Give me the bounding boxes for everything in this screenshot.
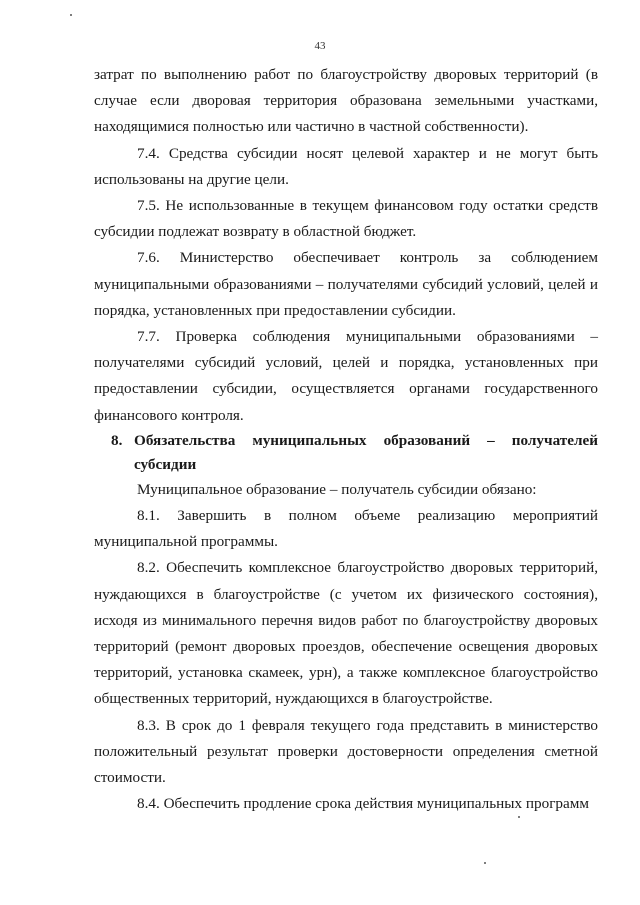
paragraph-7-5: 7.5. Не использованные в текущем финансовом году остатки средств субсидии подлежат возврату в областной бюджет.	[94, 197, 598, 241]
paragraph-continuation: затрат по выполнению работ по благоустройству дворовых территорий (в случае если дворовая территория образована земельными участками, находящимися полностью или частично в частной собственности).	[94, 66, 598, 136]
section-title: Обязательства муниципальных образований – получателей субсидии	[134, 431, 598, 473]
section-intro: Муниципальное образование – получатель субсидии обязано:	[137, 480, 537, 498]
paragraph-7-4: 7.4. Средства субсидии носят целевой характер и не могут быть использованы на другие цели.	[94, 144, 598, 188]
paragraph-8-1: 8.1. Завершить в полном объеме реализацию мероприятий муниципальной программы.	[94, 507, 598, 551]
document-body	[94, 62, 598, 817]
section-number: 8.	[111, 431, 123, 449]
section-heading	[94, 429, 598, 477]
scan-speck	[70, 14, 72, 16]
paragraph-7-6: 7.6. Министерство обеспечивает контроль за соблюдением муниципальными образованиями – получателями субсидий условий, целей и порядка, установленных при предоставлении субсидии.	[94, 249, 598, 319]
scan-speck	[518, 816, 520, 818]
scan-speck	[484, 862, 486, 864]
paragraph-8-3: 8.3. В срок до 1 февраля текущего года представить в министерство положительный результат проверки достоверности определения сметной стоимости.	[94, 716, 598, 787]
page-number: 43	[314, 40, 326, 52]
paragraph-7-7: 7.7. Проверка соблюдения муниципальными образованиями – получателями субсидий условий, целей и порядка, установленных при предоставлении субсидии, осуществляется органами государственного финансового контроля.	[94, 328, 598, 424]
paragraph-8-2: 8.2. Обеспечить комплексное благоустройство дворовых территорий, нуждающихся в благоустройстве (с учетом их физического состояния), исходя из минимального перечня видов работ по благоустройству дворовых территорий (ремонт дворовых проездов, обеспечение освещения дворовых территорий, установка скамеек, урн), а также комплексное благоустройство общественных территорий, нуждающихся в благоустройстве.	[94, 559, 598, 708]
paragraph-8-4: 8.4. Обеспечить продление срока действия муниципальных программ	[137, 795, 589, 813]
